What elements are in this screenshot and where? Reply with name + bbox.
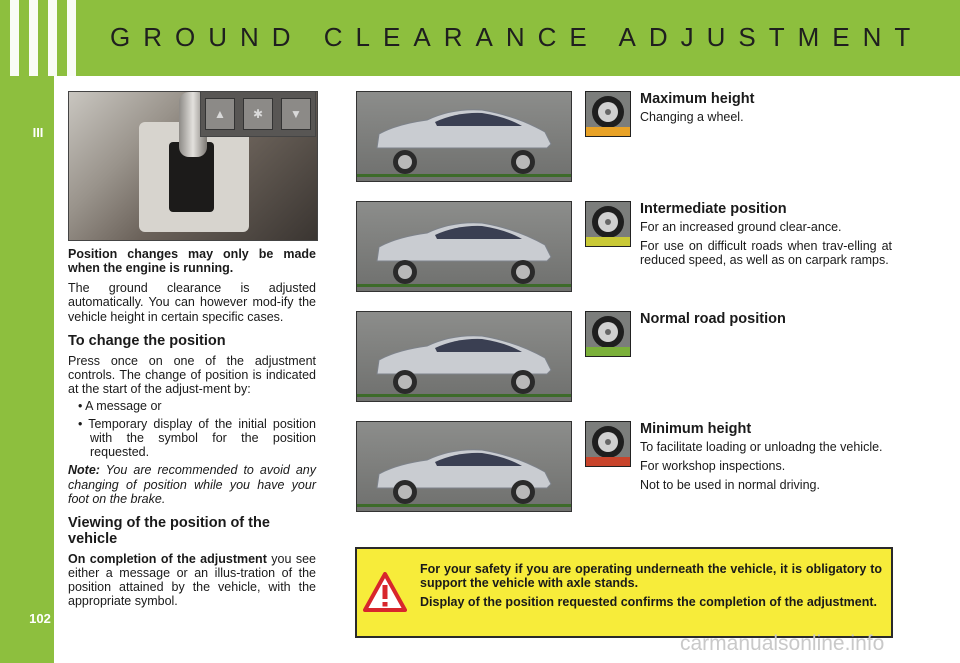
car-icon [357,92,571,181]
viewing-heading: Viewing of the position of the vehicle [68,514,270,547]
position-title: Normal road position [640,311,786,327]
warning-text [420,562,882,614]
position-title: Maximum height [640,91,755,107]
level-indicator [586,457,630,466]
car-illustration-1 [356,91,572,182]
level-indicator [586,237,630,246]
list-item: • A message or [78,398,162,413]
position-description [640,220,892,272]
note-label: Note: [68,463,100,478]
wheel-position-icon [585,91,631,137]
raise-arrow-icon: ▲ [205,98,235,130]
car-illustration-4 [356,421,572,512]
position-title: Intermediate position [640,201,787,217]
left-text-column [68,247,316,614]
description-line: For an increased ground clear-ance. [640,220,842,234]
viewing-text: you see either a message or an illus-tration of the position attained by the vehicle, with the appropriate symbol. [68,551,316,609]
description-line: Not to be used in normal driving. [640,478,820,493]
position-title: Minimum height [640,421,752,437]
lower-arrow-icon: ▼ [281,98,311,130]
description-line: Changing a wheel. [640,110,744,124]
description-line: To facilitate loading or unloadng the vehicle. [640,440,883,454]
car-icon [357,422,571,511]
description-line: For use on difficult roads when trav-elling at reduced speed, as well as on carpark ramps. [640,239,892,268]
car-icon [357,202,571,291]
intro-paragraph: The ground clearance is adjusted automatically. You can however mod-ify the vehicle height in certain specific cases. [68,281,316,324]
adjustment-controls-photo [200,91,316,137]
car-illustration-2 [356,201,572,292]
position-description [640,110,892,129]
engine-warning-text: Position changes may only be made when the engine is running. [68,247,316,276]
chapter-tab[interactable]: III [32,125,44,140]
wheel-position-icon [585,421,631,467]
list-item: • Temporary display of the initial position with the symbol for the position requested. [78,417,316,460]
note-paragraph [68,463,316,505]
change-position-heading: To change the position [68,332,226,349]
stripe [29,0,38,76]
stripe [10,0,19,76]
car-illustration-3 [356,311,572,402]
warning-line-2: Display of the position requested confirms the completion of the adjustment. [420,595,877,609]
change-position-text: Press once on one of the adjustment controls. The change of position is indicated at the start of the adjust-ment by: [68,353,316,396]
suspension-symbol-icon: ✱ [243,98,273,130]
stripe [48,0,57,76]
car-icon [357,312,571,401]
position-description [640,440,892,497]
note-text: You are recommended to avoid any changing of position while you have your foot on the brake. [68,463,316,506]
warning-line-1: For your safety if you are operating underneath the vehicle, it is obligatory to support the vehicle with axle stands. [420,562,882,590]
sidebar-strip [0,76,54,663]
header-stripes [10,0,110,76]
level-indicator [586,127,630,136]
viewing-paragraph [68,552,316,609]
watermark: carmanualsonline.info [680,632,885,655]
bullet-list [68,399,316,460]
description-line: For workshop inspections. [640,459,786,474]
level-indicator [586,347,630,356]
page-number: 102 [29,611,51,626]
wheel-position-icon [585,311,631,357]
page-title: GROUND CLEARANCE ADJUSTMENT [110,22,924,52]
wheel-position-icon [585,201,631,247]
stripe [67,0,76,76]
viewing-bold: On completion of the adjustment [68,551,267,566]
warning-triangle-icon [363,572,407,612]
